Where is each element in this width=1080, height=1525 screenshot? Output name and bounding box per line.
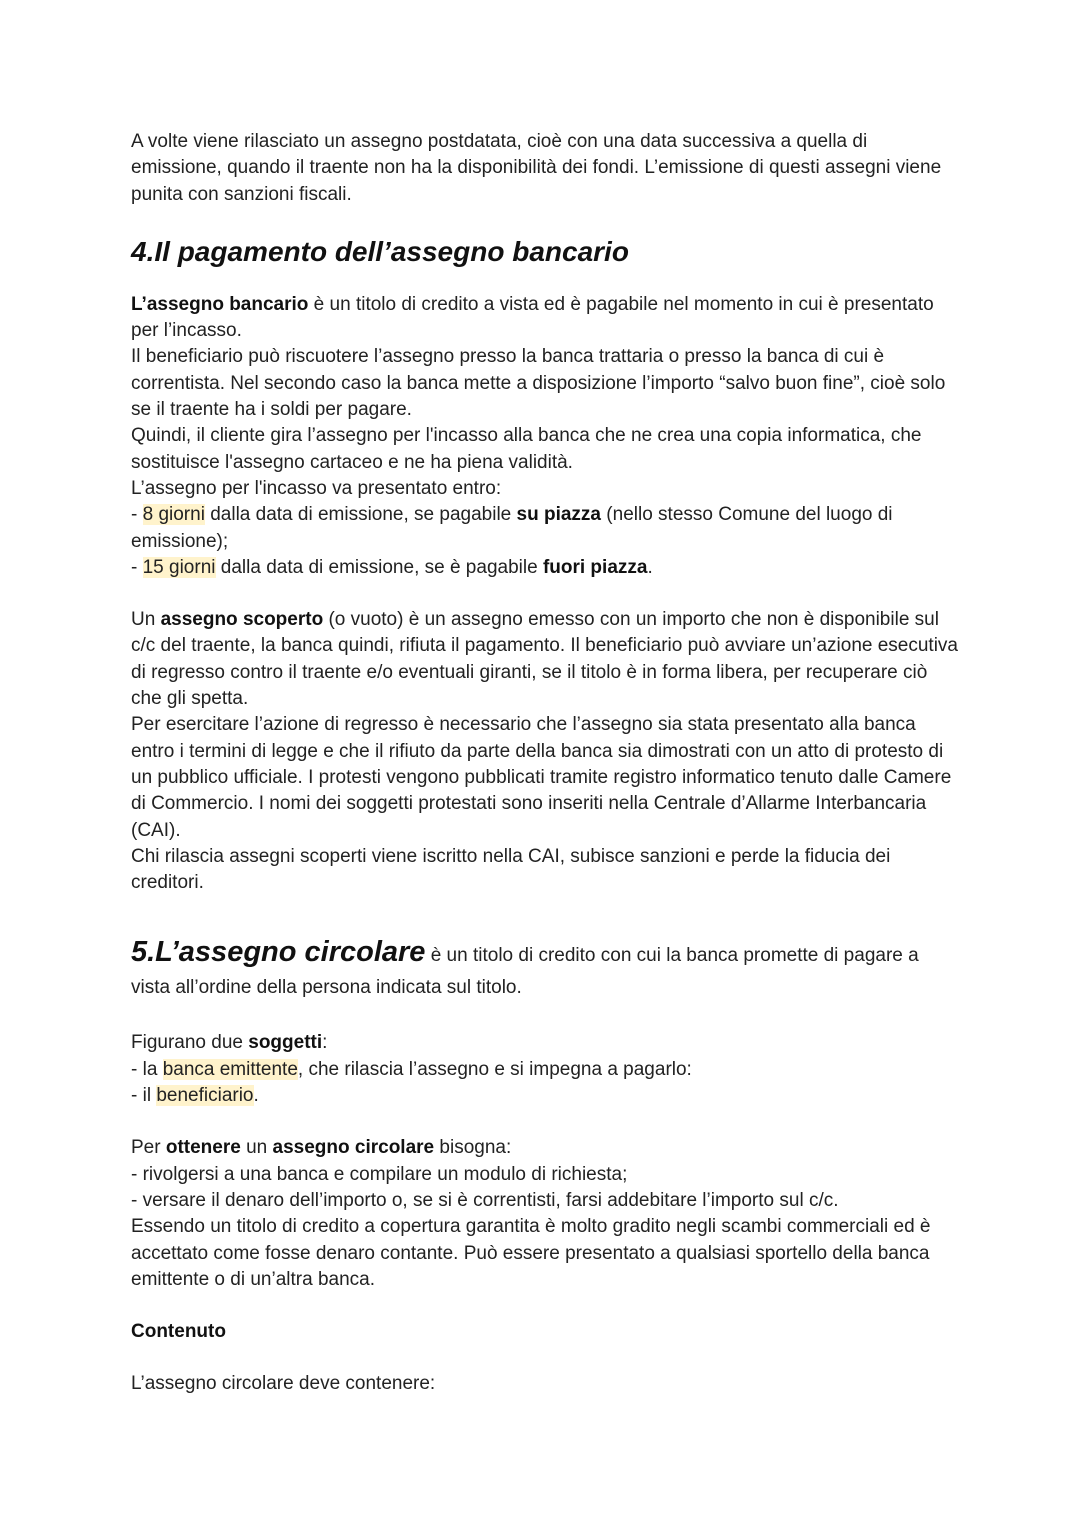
text-span: . — [647, 556, 653, 578]
bold-term: su piazza — [516, 504, 602, 526]
paragraph-beneficiario: Il beneficiario può riscuotere l’assegno presso la banca trattaria o presso la banca di cui è correntista. Nel secondo caso la banca mette a disposizione l’importo “salvo buon fine”, cioè solo se il traente ha i soldi per pagare. — [131, 346, 946, 421]
list-item-banca-emittente — [131, 1057, 961, 1083]
section-4-header — [131, 234, 961, 270]
bold-term: fuori piazza — [542, 556, 648, 578]
paragraph-ottenere — [131, 1135, 961, 1161]
paragraph-cai: Chi rilascia assegni scoperti viene iscritto nella CAI, subisce sanzioni e perde la fiducia dei creditori. — [131, 845, 891, 894]
text-span: bisogna: — [434, 1137, 512, 1159]
section-4-title: 4.Il pagamento dell’assegno bancario — [131, 235, 629, 267]
list-item-beneficiario — [131, 1083, 961, 1109]
text-span: dalla data di emissione, se pagabile — [204, 504, 517, 526]
text-span: un — [240, 1137, 273, 1159]
bold-term: Contenuto — [131, 1321, 226, 1343]
text-span: Per — [131, 1137, 166, 1159]
text-span: dalla data di emissione, se è pagabile — [215, 556, 543, 578]
text-span: - la — [131, 1058, 163, 1080]
text-span: (nello stesso Comune del luogo di emissione); — [131, 504, 893, 552]
paragraph-copertura-garantita: Essendo un titolo di credito a copertura garantita è molto gradito negli scambi commerciali ed è accettato come fosse denaro contante. Può essere presentato a qualsiasi sportello della banca emittente o di un’altra banca. — [131, 1216, 931, 1290]
spacer — [131, 1345, 961, 1371]
section-5-title: 5.L’assegno circolare — [131, 936, 426, 969]
list-item-rivolgersi: - rivolgersi a una banca e compilare un modulo di richiesta; — [131, 1163, 628, 1185]
list-item-fuori-piazza — [131, 555, 961, 581]
bold-term: assegno circolare — [272, 1137, 435, 1159]
highlight: 15 giorni — [142, 556, 216, 578]
dash: - — [131, 504, 143, 526]
paragraph-postdatato: A volte viene rilasciato un assegno postdatata, cioè con una data successiva a quella di emissione, quando il traente non ha la disponibilità dei fondi. L’emissione di questi assegni viene punita con sanzioni fiscali. — [131, 131, 942, 205]
section-5-intro — [131, 936, 961, 1004]
list-item-su-piazza — [131, 502, 961, 555]
text-span: . — [253, 1085, 259, 1107]
highlight: beneficiario — [156, 1085, 254, 1107]
subheading-contenuto — [131, 1319, 961, 1345]
paragraph-regresso: Per esercitare l’azione di regresso è necessario che l’assegno sia stata presentato alla banca entro i termini di legge e che il rifiuto da parte della banca sia dimostrati con un atto di protesto di un pubblico ufficiale. I protesti vengono pubblicati tramite registro informatico tenuto dalle Camere di Commercio. I nomi dei soggetti protestati sono inseriti nella Centrale d’Allarme Interbancaria (CAI). — [131, 714, 952, 841]
spacer — [131, 1293, 961, 1319]
text-span: Figurano due — [131, 1032, 249, 1054]
spacer — [131, 1109, 961, 1135]
spacer — [131, 581, 961, 607]
text-span: è un titolo di credito con cui la banca promette di pagare a vista all’ordine della persona indicata sul titolo. — [131, 945, 919, 999]
paragraph-deve-contenere: L’assegno circolare deve contenere: — [131, 1373, 436, 1395]
text-span: , che rilascia l’assegno e si impegna a pagarlo: — [297, 1058, 692, 1080]
bold-term: assegno scoperto — [160, 609, 324, 631]
paragraph-assegno-scoperto — [131, 607, 961, 712]
highlight: 8 giorni — [142, 504, 205, 526]
bold-term: ottenere — [165, 1137, 241, 1159]
text-span: : — [322, 1032, 328, 1054]
bold-term: L’assegno bancario — [131, 293, 309, 315]
bold-term: soggetti — [248, 1032, 323, 1054]
paragraph-presentazione: L’assegno per l'incasso va presentato entro: — [131, 477, 502, 499]
highlight: banca emittente — [162, 1058, 298, 1080]
text-span: - il — [131, 1085, 157, 1107]
text-span: è un titolo di credito a vista ed è pagabile nel momento in cui è presentato per l’incasso. — [131, 293, 934, 342]
paragraph-assegno-bancario — [131, 292, 961, 345]
document-body — [131, 129, 961, 1398]
dash: - — [131, 556, 143, 578]
paragraph-soggetti — [131, 1030, 961, 1056]
paragraph-incasso: Quindi, il cliente gira l’assegno per l'incasso alla banca che ne crea una copia informatica, che sostituisce l'assegno cartaceo e ne ha piena validità. — [131, 425, 922, 473]
spacer — [131, 1004, 961, 1030]
text-span: (o vuoto) è un assegno emesso con un importo che non è disponibile sul c/c del traente, la banca quindi, rifiuta il pagamento. Il beneficiario può avviare un’azione esecutiva di regresso contro il traente e/o eventuali giranti, se il titolo è in forma libera, per recuperare ciò che gli spetta. — [131, 609, 959, 710]
text-span: Un — [131, 609, 161, 631]
list-item-versare: - versare il denaro dell’importo o, se si è correntisti, farsi addebitare l’importo sul c/c. — [131, 1189, 839, 1211]
